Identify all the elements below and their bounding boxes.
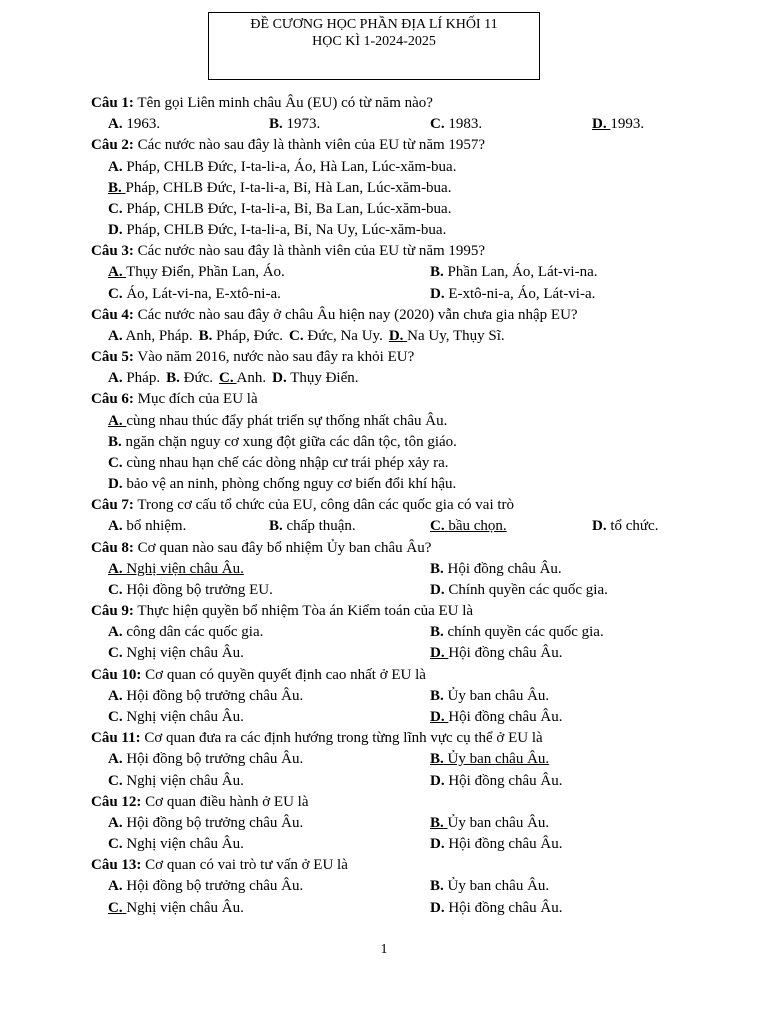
question-number: Câu 5: <box>91 349 134 366</box>
option-letter: C. <box>108 285 123 302</box>
options-row <box>91 199 731 220</box>
question-number: Câu 8: <box>91 539 134 556</box>
option-letter: A. <box>108 751 123 768</box>
question-stem <box>91 728 731 749</box>
question-stem <box>91 601 731 622</box>
option-text: Phần Lan, Áo, Lát-vi-na. <box>447 264 598 281</box>
option-text: Pháp. <box>126 370 161 387</box>
option-b <box>430 749 549 770</box>
option-text: 1973. <box>286 116 321 133</box>
option-text: Anh, Pháp. <box>125 327 193 344</box>
question-stem <box>91 135 731 156</box>
question-stem <box>91 792 731 813</box>
question-number: Câu 13: <box>91 857 142 874</box>
option-a <box>108 559 244 580</box>
option-text: Pháp, CHLB Đức, I-ta-li-a, Bỉ, Ba Lan, Lúc-xăm-bua. <box>126 200 452 217</box>
option-letter: A. <box>108 158 123 175</box>
question-text: Các nước nào sau đây là thành viên của EU từ năm 1995? <box>137 243 486 260</box>
option-b <box>430 876 549 897</box>
option-c <box>430 114 482 135</box>
option-text: Pháp, CHLB Đức, I-ta-li-a, Bỉ, Hà Lan, Lúc-xăm-bua. <box>125 179 452 196</box>
document-title-box <box>208 12 540 80</box>
option-letter: A. <box>108 264 123 281</box>
question-stem <box>91 665 731 686</box>
option-letter: B. <box>108 179 122 196</box>
option-a <box>108 370 160 386</box>
option-text: 1983. <box>448 116 483 133</box>
options-row <box>91 516 731 537</box>
option-text: cùng nhau thúc đẩy phát triển sự thống nhất châu Âu. <box>126 412 448 429</box>
option-text: Đức. <box>183 370 213 387</box>
option-letter: B. <box>269 518 283 535</box>
option-b <box>430 686 549 707</box>
question-list <box>91 93 731 919</box>
question-number: Câu 7: <box>91 497 134 514</box>
option-letter: B. <box>108 433 122 450</box>
question-text: Cơ quan có quyền quyết định cao nhất ở EU là <box>145 666 426 683</box>
option-a <box>108 114 160 135</box>
option-text: cùng nhau hạn chế các dòng nhập cư trái phép xảy ra. <box>126 454 449 471</box>
option-letter: A. <box>108 878 123 895</box>
option-a <box>108 686 303 707</box>
option-letter: A. <box>108 560 123 577</box>
option-letter: D. <box>592 518 607 535</box>
option-d <box>108 220 446 241</box>
option-b <box>430 559 562 580</box>
question-stem <box>91 241 731 262</box>
option-a <box>108 157 456 178</box>
option-text: Hội đồng bộ trưởng châu Âu. <box>126 687 304 704</box>
options-row <box>91 220 731 241</box>
options-row <box>91 686 731 707</box>
option-letter: B. <box>430 878 444 895</box>
option-b <box>430 813 549 834</box>
option-c <box>108 898 244 919</box>
option-text: Nghị viện châu Âu. <box>126 772 244 789</box>
option-text: Na Uy, Thụy Sĩ. <box>407 327 505 344</box>
question-number: Câu 12: <box>91 793 142 810</box>
option-letter: D. <box>430 772 445 789</box>
options-row <box>91 284 731 305</box>
option-c <box>108 580 273 601</box>
options-inline <box>108 368 365 389</box>
option-b <box>199 328 283 344</box>
option-letter: A. <box>108 814 123 831</box>
question-text: Trong cơ cấu tổ chức của EU, công dân các quốc gia có vai trò <box>137 497 515 514</box>
question-stem <box>91 538 731 559</box>
option-text: chấp thuận. <box>286 518 356 535</box>
option-letter: C. <box>108 454 123 471</box>
options-row <box>91 157 731 178</box>
option-text: 1963. <box>126 116 161 133</box>
option-b <box>269 516 356 537</box>
question-text: Cơ quan có vai trò tư vấn ở EU là <box>145 857 348 874</box>
option-text: ngăn chặn nguy cơ xung đột giữa các dân tộc, tôn giáo. <box>125 433 457 450</box>
option-letter: A. <box>108 116 123 133</box>
option-letter: D. <box>592 116 607 133</box>
options-row <box>91 834 731 855</box>
option-d <box>430 643 563 664</box>
option-text: Hội đồng bộ trưởng châu Âu. <box>126 751 304 768</box>
option-text: Thụy Điển, Phần Lan, Áo. <box>126 264 285 281</box>
option-b <box>108 432 457 453</box>
option-text: Nghị viện châu Âu. <box>126 645 244 662</box>
option-c <box>289 328 383 344</box>
option-text: Nghị viện châu Âu. <box>126 899 244 916</box>
option-b <box>108 178 451 199</box>
question-stem <box>91 93 731 114</box>
option-letter: D. <box>272 370 287 387</box>
option-text: bảo vệ an ninh, phòng chống nguy cơ biến đổi khí hậu. <box>126 476 457 493</box>
option-text: chính quyền các quốc gia. <box>447 624 604 641</box>
option-letter: C. <box>289 327 304 344</box>
options-row <box>91 178 731 199</box>
option-letter: B. <box>269 116 283 133</box>
question-text: Cơ quan đưa ra các định hướng trong từng lĩnh vực cụ thể ở EU là <box>144 730 543 747</box>
option-letter: A. <box>108 370 123 387</box>
option-text: 1993. <box>610 116 645 133</box>
document-title: ĐỀ CƯƠNG HỌC PHẦN ĐỊA LÍ KHỐI 11 <box>250 17 498 32</box>
option-letter: D. <box>430 836 445 853</box>
option-text: Hội đồng bộ trưởng châu Âu. <box>126 878 304 895</box>
option-b <box>430 622 604 643</box>
option-b <box>269 114 320 135</box>
option-a <box>108 622 263 643</box>
option-c <box>108 284 281 305</box>
option-d <box>430 580 608 601</box>
option-text: Nghị viện châu Âu. <box>126 560 244 577</box>
option-letter: B. <box>430 814 444 831</box>
option-letter: C. <box>108 581 123 598</box>
option-a <box>108 262 285 283</box>
option-b <box>166 370 213 386</box>
option-c <box>108 453 449 474</box>
option-letter: D. <box>388 327 404 344</box>
options-row <box>91 326 731 347</box>
option-letter: B. <box>430 264 444 281</box>
option-text: Ủy ban châu Âu. <box>447 814 550 831</box>
question-stem <box>91 347 731 368</box>
question-stem <box>91 305 731 326</box>
options-row <box>91 749 731 770</box>
option-letter: D. <box>430 285 445 302</box>
option-d <box>430 834 563 855</box>
option-d <box>389 328 505 344</box>
option-text: Hội đồng châu Âu. <box>448 645 563 662</box>
option-letter: B. <box>430 624 444 641</box>
option-letter: C. <box>430 116 445 133</box>
option-letter: C. <box>108 708 123 725</box>
option-text: tổ chức. <box>610 518 659 535</box>
question-number: Câu 4: <box>91 306 134 323</box>
option-text: Nghị viện châu Âu. <box>126 836 244 853</box>
option-c <box>108 199 451 220</box>
option-text: Hội đồng châu Âu. <box>447 560 562 577</box>
option-text: Pháp, CHLB Đức, I-ta-li-a, Bỉ, Na Uy, Lúc-xăm-bua. <box>126 222 447 239</box>
option-d <box>430 284 595 305</box>
option-letter: D. <box>430 581 445 598</box>
options-row <box>91 622 731 643</box>
option-text: Chính quyền các quốc gia. <box>448 581 608 598</box>
question-text: Thực hiện quyền bổ nhiệm Tòa án Kiểm toán của EU là <box>137 603 474 620</box>
option-d <box>430 707 563 728</box>
option-letter: B. <box>166 370 180 387</box>
document-subtitle: HỌC KÌ 1-2024-2025 <box>312 34 436 49</box>
option-text: Áo, Lát-vi-na, E-xtô-ni-a. <box>126 285 281 302</box>
question-number: Câu 3: <box>91 243 134 260</box>
question-text: Các nước nào sau đây ở châu Âu hiện nay (2020) vẫn chưa gia nhập EU? <box>137 306 578 323</box>
options-row <box>91 411 731 432</box>
option-d <box>430 771 563 792</box>
option-letter: B. <box>430 751 444 768</box>
option-text: Nghị viện châu Âu. <box>126 708 244 725</box>
question-text: Cơ quan điều hành ở EU là <box>145 793 309 810</box>
option-text: Thụy Điển. <box>290 370 359 387</box>
option-a <box>108 749 303 770</box>
question-stem <box>91 855 731 876</box>
option-a <box>108 876 303 897</box>
option-letter: C. <box>108 836 123 853</box>
option-letter: A. <box>108 518 123 535</box>
option-letter: C. <box>430 518 445 535</box>
page-number: 1 <box>380 942 388 957</box>
question-number: Câu 10: <box>91 666 142 683</box>
option-d <box>108 474 456 495</box>
option-letter: B. <box>430 687 444 704</box>
options-row <box>91 580 731 601</box>
option-text: Ủy ban châu Âu. <box>447 878 550 895</box>
option-letter: B. <box>198 327 213 344</box>
option-c <box>108 834 244 855</box>
option-text: bổ nhiệm. <box>126 518 187 535</box>
question-number: Câu 2: <box>91 137 134 154</box>
option-d <box>272 370 358 386</box>
option-letter: C. <box>108 772 123 789</box>
options-row <box>91 707 731 728</box>
question-text: Cơ quan nào sau đây bổ nhiệm Ủy ban châu Âu? <box>137 539 432 556</box>
option-text: bầu chọn. <box>448 518 507 535</box>
option-c <box>430 516 507 537</box>
option-d <box>592 114 644 135</box>
options-row <box>91 898 731 919</box>
option-text: Hội đồng châu Âu. <box>448 836 563 853</box>
option-a <box>108 516 186 537</box>
option-a <box>108 411 447 432</box>
option-a <box>108 328 193 344</box>
question-text: Các nước nào sau đây là thành viên của EU từ năm 1957? <box>137 137 486 154</box>
option-text: Ủy ban châu Âu. <box>447 751 550 768</box>
option-letter: C. <box>108 899 123 916</box>
options-row <box>91 813 731 834</box>
question-number: Câu 6: <box>91 391 134 408</box>
option-text: E-xtô-ni-a, Áo, Lát-vi-a. <box>448 285 596 302</box>
question-text: Tên gọi Liên minh châu Âu (EU) có từ năm nào? <box>137 95 433 111</box>
option-text: Hội đồng bộ trưởng châu Âu. <box>126 814 304 831</box>
option-letter: D. <box>108 476 123 493</box>
option-letter: D. <box>430 708 445 725</box>
option-letter: D. <box>430 899 445 916</box>
option-letter: D. <box>108 222 123 239</box>
question-text: Vào năm 2016, nước nào sau đây ra khỏi EU? <box>137 349 415 366</box>
options-row <box>91 559 731 580</box>
question-stem <box>91 495 731 516</box>
option-text: Hội đồng châu Âu. <box>448 708 563 725</box>
option-text: Anh. <box>236 370 267 387</box>
option-a <box>108 813 303 834</box>
option-c <box>219 370 266 386</box>
question-text: Mục đích của EU là <box>137 391 258 408</box>
option-letter: A. <box>108 412 123 429</box>
options-row <box>91 262 731 283</box>
option-letter: A. <box>108 624 123 641</box>
option-letter: B. <box>430 560 444 577</box>
options-row <box>91 771 731 792</box>
options-row <box>91 368 731 389</box>
option-text: Pháp, CHLB Đức, I-ta-li-a, Áo, Hà Lan, Lúc-xăm-bua. <box>126 158 457 175</box>
option-c <box>108 771 244 792</box>
question-number: Câu 11: <box>91 730 141 747</box>
option-text: Hội đồng bộ trưởng EU. <box>126 581 273 598</box>
options-row <box>91 876 731 897</box>
question-number: Câu 9: <box>91 603 134 620</box>
options-row <box>91 643 731 664</box>
option-letter: A. <box>108 687 123 704</box>
options-row <box>91 453 731 474</box>
option-letter: C. <box>108 645 123 662</box>
options-row <box>91 432 731 453</box>
option-text: Ủy ban châu Âu. <box>447 687 550 704</box>
option-d <box>592 516 658 537</box>
option-letter: A. <box>108 327 123 344</box>
option-letter: C. <box>108 200 123 217</box>
option-c <box>108 707 244 728</box>
option-text: Pháp, Đức. <box>216 327 284 344</box>
question-stem <box>91 389 731 410</box>
option-text: Hội đồng châu Âu. <box>448 772 563 789</box>
option-letter: D. <box>430 645 445 662</box>
option-text: công dân các quốc gia. <box>126 624 264 641</box>
option-text: Đức, Na Uy. <box>307 327 383 344</box>
question-number: Câu 1: <box>91 95 134 111</box>
options-inline <box>108 326 511 347</box>
options-row <box>91 114 731 135</box>
option-letter: C. <box>218 370 234 387</box>
options-row <box>91 474 731 495</box>
option-c <box>108 643 244 664</box>
option-d <box>430 898 563 919</box>
option-text: Hội đồng châu Âu. <box>448 899 563 916</box>
option-b <box>430 262 597 283</box>
